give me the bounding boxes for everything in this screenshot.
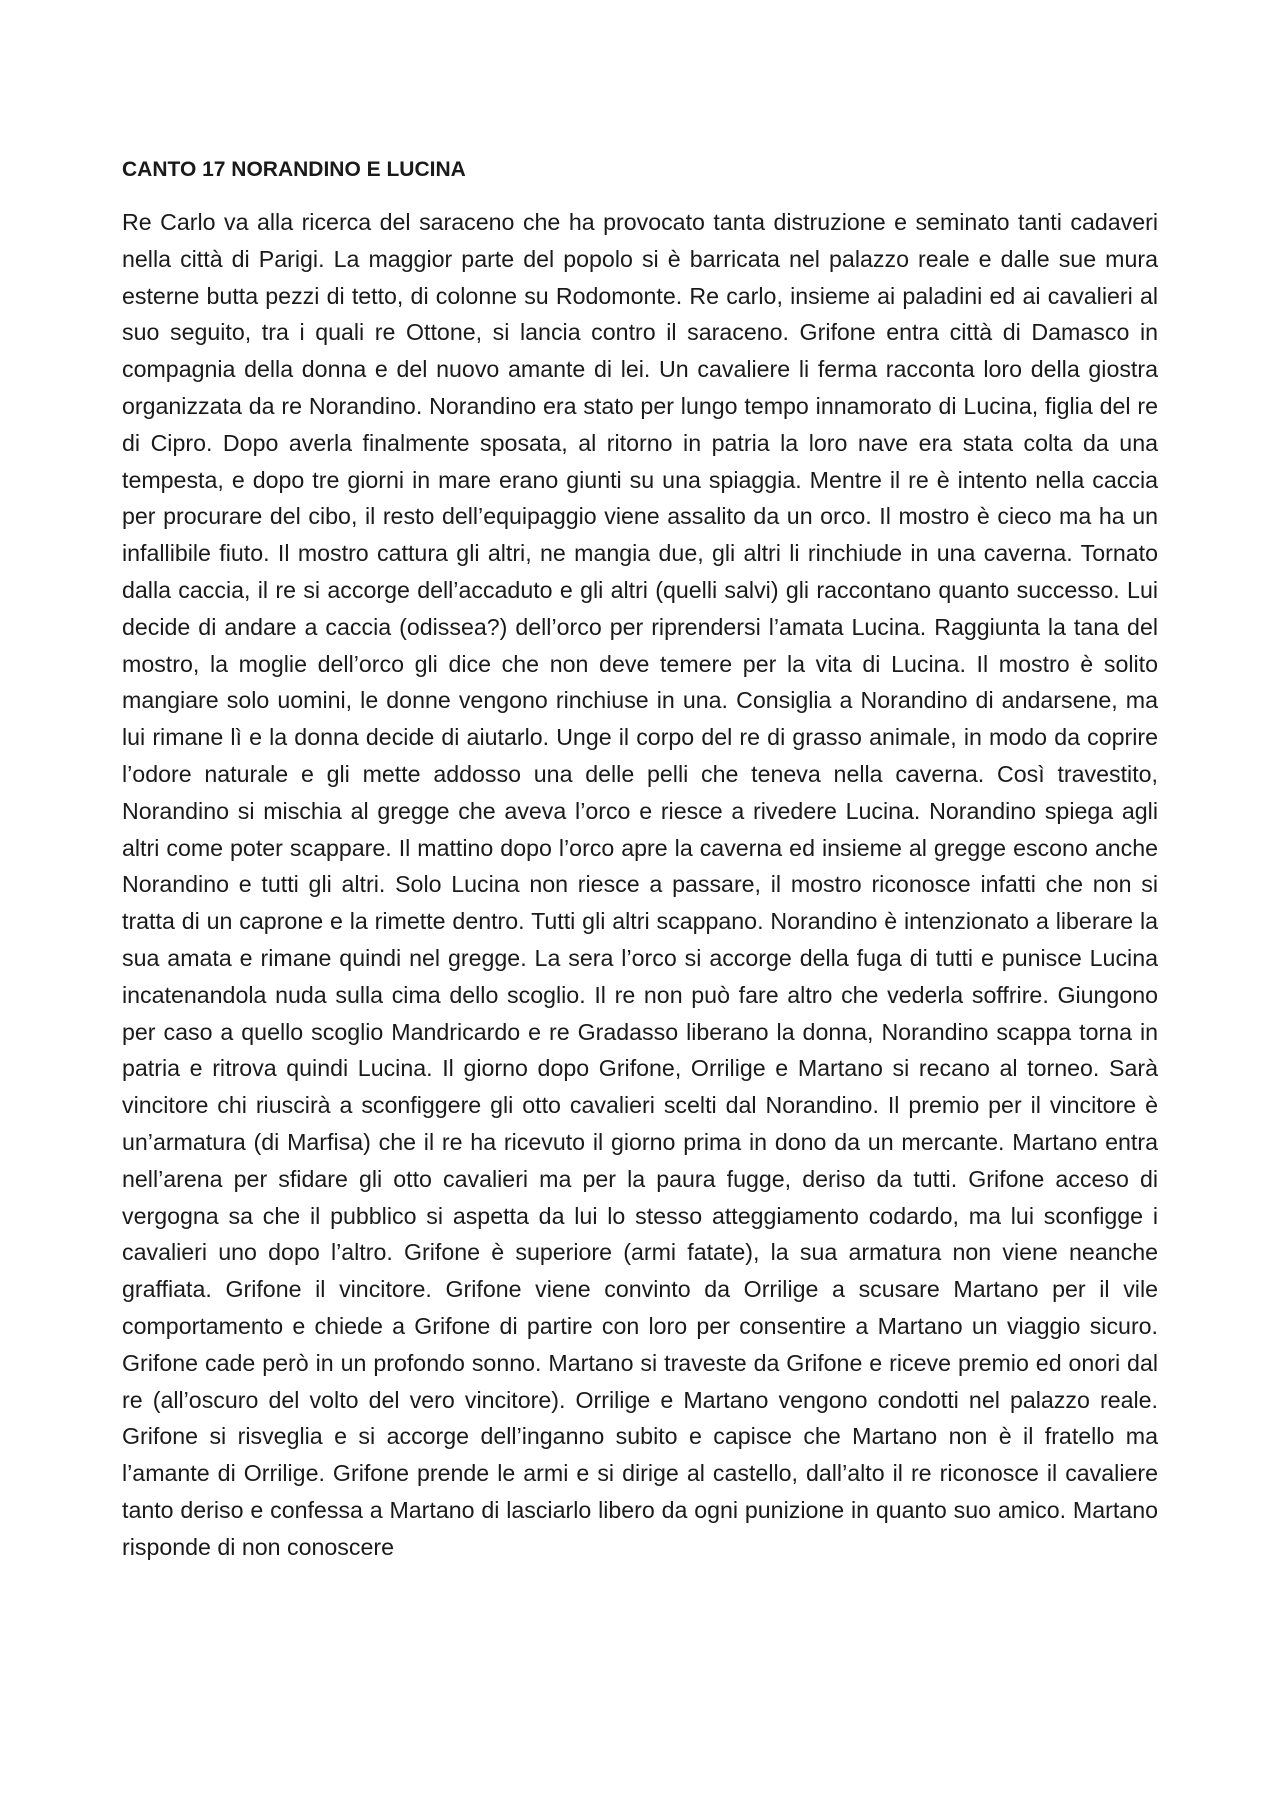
- document-content: [122, 152, 1158, 1565]
- document-paragraph: Re Carlo va alla ricerca del saraceno che ha provocato tanta distruzione e seminato tanti cadaveri nella città di Parigi. La maggior parte del popolo si è barricata nel palazzo reale e dalle sue mura esterne butta pezzi di tetto, di colonne su Rodomonte. Re carlo, insieme ai paladini ed ai cavalieri al suo seguito, tra i quali re Ottone, si lancia contro il saraceno. Grifone entra città di Damasco in compagnia della donna e del nuovo amante di lei. Un cavaliere li ferma racconta loro della giostra organizzata da re Norandino. Norandino era stato per lungo tempo innamorato di Lucina, figlia del re di Cipro. Dopo averla finalmente sposata, al ritorno in patria la loro nave era stata colta da una tempesta, e dopo tre giorni in mare erano giunti su una spiaggia. Mentre il re è intento nella caccia per procurare del cibo, il resto dell’equipaggio viene assalito da un orco. Il mostro è cieco ma ha un infallibile fiuto. Il mostro cattura gli altri, ne mangia due, gli altri li rinchiude in una caverna. Tornato dalla caccia, il re si accorge dell’accaduto e gli altri (quelli salvi) gli raccontano quanto successo. Lui decide di andare a caccia (odissea?) dell’orco per riprendersi l’amata Lucina. Raggiunta la tana del mostro, la moglie dell’orco gli dice che non deve temere per la vita di Lucina. Il mostro è solito mangiare solo uomini, le donne vengono rinchiuse in una. Consiglia a Norandino di andarsene, ma lui rimane lì e la donna decide di aiutarlo. Unge il corpo del re di grasso animale, in modo da coprire l’odore naturale e gli mette addosso una delle pelli che teneva nella caverna. Così travestito, Norandino si mischia al gregge che aveva l’orco e riesce a rivedere Lucina. Norandino spiega agli altri come poter scappare. Il mattino dopo l’orco apre la caverna ed insieme al gregge escono anche Norandino e tutti gli altri. Solo Lucina non riesce a passare, il mostro riconosce infatti che non si tratta di un caprone e la rimette dentro. Tutti gli altri scappano. Norandino è intenzionato a liberare la sua amata e rimane quindi nel gregge. La sera l’orco si accorge della fuga di tutti e punisce Lucina incatenandola nuda sulla cima dello scoglio. Il re non può fare altro che vederla soffrire. Giungono per caso a quello scoglio Mandricardo e re Gradasso liberano la donna, Norandino scappa torna in patria e ritrova quindi Lucina. Il giorno dopo Grifone, Orrilige e Martano si recano al torneo. Sarà vincitore chi riuscirà a sconfiggere gli otto cavalieri scelti dal Norandino. Il premio per il vincitore è un’armatura (di Marfisa) che il re ha ricevuto il giorno prima in dono da un mercante. Martano entra nell’arena per sfidare gli otto cavalieri ma per la paura fugge, deriso da tutti. Grifone acceso di vergogna sa che il pubblico si aspetta da lui lo stesso atteggiamento codardo, ma lui sconfigge i cavalieri uno dopo l’altro. Grifone è superiore (armi fatate), la sua armatura non viene neanche graffiata. Grifone il vincitore. Grifone viene convinto da Orrilige a scusare Martano per il vile comportamento e chiede a Grifone di partire con loro per consentire a Martano un viaggio sicuro. Grifone cade però in un profondo sonno. Martano si traveste da Grifone e riceve premio ed onori dal re (all’oscuro del volto del vero vincitore). Orrilige e Martano vengono condotti nel palazzo reale. Grifone si risveglia e si accorge dell’inganno subito e capisce che Martano non è il fratello ma l’amante di Orrilige. Grifone prende le armi e si dirige al castello, dall’alto il re riconosce il cavaliere tanto deriso e confessa a Martano di lasciarlo libero da ogni punizione in quanto suo amico. Martano risponde di non conoscere: [122, 209, 1158, 1560]
- document-title: CANTO 17 NORANDINO E LUCINA: [122, 158, 466, 181]
